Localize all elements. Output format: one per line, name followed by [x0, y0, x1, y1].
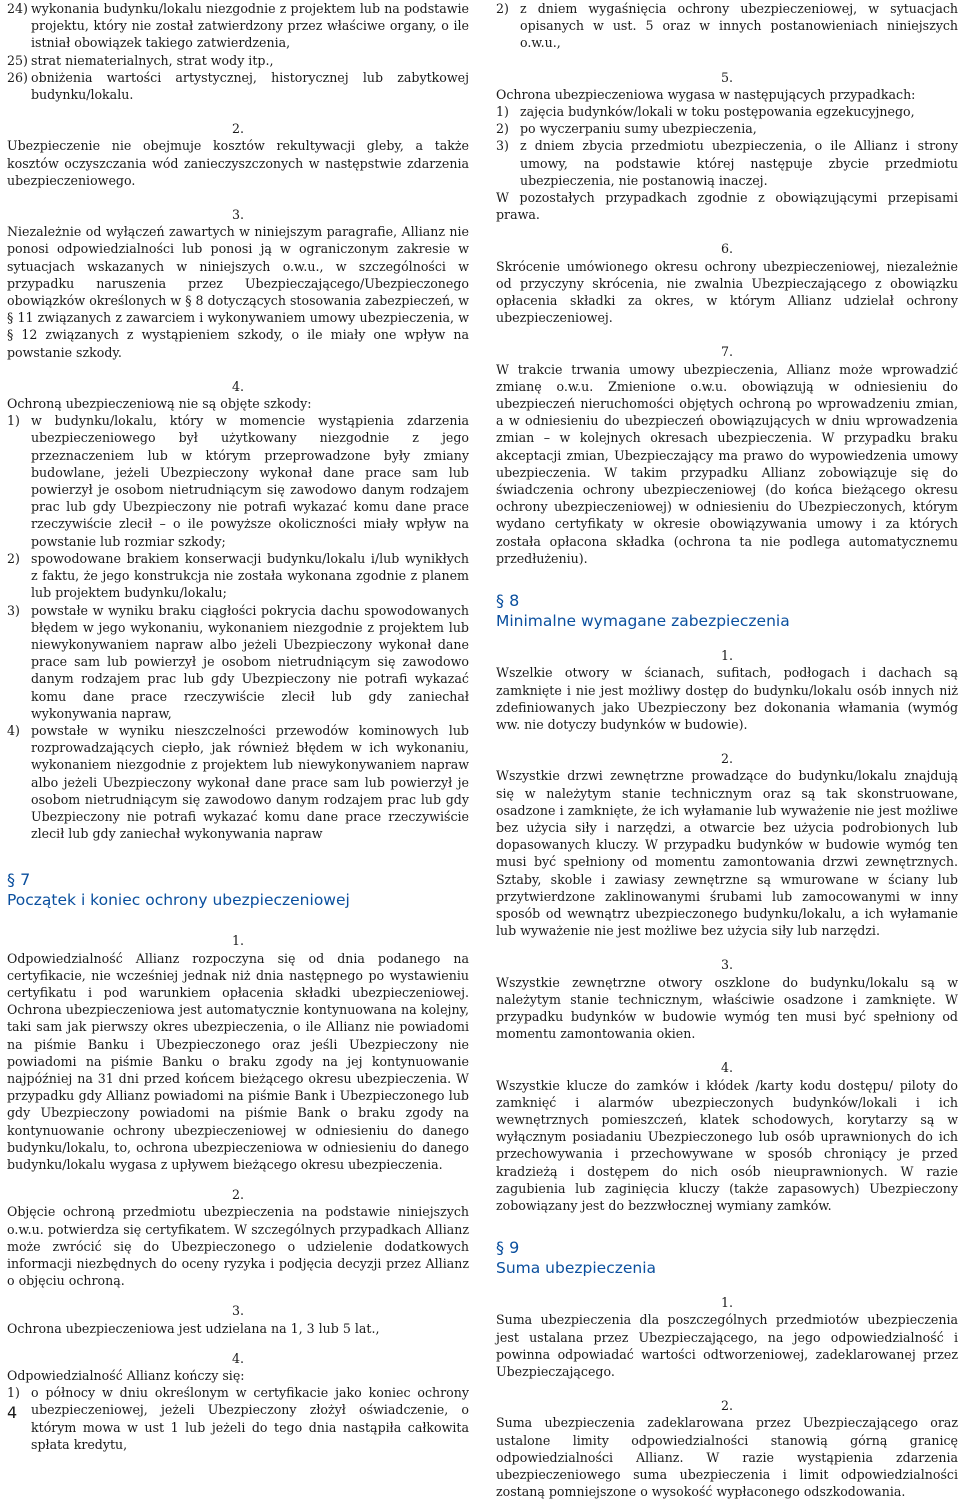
list-item: 1) o północy w dniu określonym w certyfikacie jako koniec ochrony ubezpieczeniowej, jeżeli Ubezpieczony złożył oświadczenie, o którym mowa w ust 1 lub jeżeli do tego dnia nastąpiła całkowita spłata kredytu,	[7, 1385, 469, 1452]
paragraph-number: 6.	[720, 241, 734, 257]
list-item: 1) zajęcia budynków/lokali w toku postępowania egzekucyjnego,	[496, 104, 915, 120]
list-item: 2) spowodowane brakiem konserwacji budynku/lokalu i/lub wynikłych z faktu, że jego konstrukcja nie została wykonana zgodnie z planem lub projektem budynku/lokalu;	[7, 550, 469, 601]
section-title: Minimalne wymagane zabezpieczenia	[496, 612, 790, 631]
paragraph: Suma ubezpieczenia zadeklarowana przez Ubezpieczającego oraz ustalone limity odpowiedzialności stanowią górną granicę odpowiedzialności Allianz. W razie wystąpienia zdarzenia ubezpieczeniowego suma ubezpieczenia i limit odpowiedzialności zostaną pomniejszone o wysokość wypłaconego odszkodowania.	[496, 1415, 958, 1500]
paragraph: Niezależnie od wyłączeń zawartych w niniejszym paragrafie, Allianz nie ponosi odpowiedzialności lub ponosi ją w ograniczonym zakresie w sytuacjach wskazanych w niniejszych o.w.u., w szczególności w przypadku naruszenia przez Ubezpieczającego/Ubezpieczonego obowiązków określonych w § 8 dotyczących stosowania zabezpieczeń, w § 11 związanych z zawarciem i wykonywaniem umowy ubezpieczenia, w § 12 związanych z wystąpieniem szkody, o ile miały one wpływ na powstanie szkody.	[7, 224, 469, 360]
section-heading-8	[496, 591, 958, 631]
page-number: 4	[7, 1403, 18, 1422]
section-symbol: § 8	[496, 591, 520, 611]
paragraph: W trakcie trwania umowy ubezpieczenia, Allianz może wprowadzić zmianę o.w.u. Zmienione o.w.u. obowiązują w odniesieniu do ubezpieczeń nieruchomości objętych ochroną po wprowadzeniu zmian, a w odniesieniu do ubezpieczeń obowiązujących w dniu wprowadzenia zmian – w kolejnych okresach ubezpieczenia. W przypadku braku akceptacji zmian, Ubezpieczający ma prawo do wypowiedzenia umowy ubezpieczenia. W takim przypadku Allianz zobowiązuje się do świadczenia ochrony ubezpieczeniowej (do końca bieżącego okresu ochrony ubezpieczeniowej) w odniesieniu do Ubezpieczonych, którym wydano certyfikaty w okresie obowiązywania umowy i za których została opłacona składka (ochrona ta nie podlega automatycznemu przedłużeniu).	[496, 361, 958, 566]
paragraph-number: 5.	[720, 69, 734, 85]
paragraph: Wszelkie otwory w ścianach, sufitach, podłogach i dachach są zamknięte i nie jest możliwy dostęp do budynku/lokalu osób innych niż zdefiniowanych jako Ubezpieczony bez dokonania włamania (wymóg ww. nie dotyczy budynków w budowie).	[496, 665, 958, 732]
right-column	[496, 0, 958, 1500]
section-title: Suma ubezpieczenia	[496, 1259, 657, 1278]
exclusions-list	[7, 412, 469, 842]
paragraph: Wszystkie drzwi zewnętrzne prowadzące do budynku/lokalu znajdują się w należytym stanie technicznym oraz są tak skonstruowane, osadzone i zamknięte, że ich wyłamanie lub wyważenie nie jest możliwe bez użycia siły i narzędzi, a otwarcie bez użycia podrobionych lub dopasowanych kluczy. W przypadku budynków w budowie wymóg ten musi być spełniony od momentu zamontowania drzwi zewnętrznych. Sztaby, skoble i zawiasy zewnętrzne są wmurowane w ściany lub przytwierdzone zaklinowanymi śrubami lub zamocowanymi w inny sposób od wewnątrz ubezpieczonego budynku/lokalu, a ich wyłamanie lub wyważenie nie jest możliwe bez użycia siły lub narzędzi.	[496, 768, 958, 939]
list-item: 24) wykonania budynku/lokalu niezgodnie z projektem lub na podstawie projektu, który nie został zatwierdzony przez właściwe organy, o ile istniał obowiązek takiego zatwierdzenia,	[7, 1, 469, 51]
paragraph-intro: Ochroną ubezpieczeniową nie są objęte szkody:	[7, 396, 312, 412]
section-heading-9	[496, 1238, 958, 1278]
list-item: 2) z dniem wygaśnięcia ochrony ubezpieczeniowej, w sytuacjach opisanych w ust. 5 oraz w innych postanowieniach niniejszych o.w.u.,	[496, 1, 958, 51]
paragraph-number: 3.	[231, 207, 245, 223]
paragraph-number: 3.	[720, 957, 734, 973]
paragraph: Objęcie ochroną przedmiotu ubezpieczenia na podstawie niniejszych o.w.u. potwierdza się certyfikatem. W szczególnych przypadkach Allianz może zwrócić się do Ubezpieczonego o udzielenie dodatkowych informacji niezbędnych do oceny ryzyka i podjęcia decyzji przez Allianz o objęciu ochroną.	[7, 1204, 469, 1289]
paragraph: Skrócenie umówionego okresu ochrony ubezpieczeniowej, niezależnie od przyczyny skrócenia, nie zwalnia Ubezpieczającego z obowiązku opłacenia składki za okres, w którym Allianz udzielał ochrony ubezpieczeniowej.	[496, 258, 958, 326]
section-heading-7	[7, 870, 469, 910]
section-symbol: § 9	[496, 1238, 520, 1258]
paragraph-number: 2.	[720, 1398, 734, 1414]
paragraph-number: 3.	[231, 1303, 245, 1319]
section-symbol: § 7	[7, 870, 31, 890]
paragraph: Ochrona ubezpieczeniowa jest udzielana na 1, 3 lub 5 lat.,	[7, 1320, 380, 1336]
paragraph-number: 2.	[231, 1187, 245, 1203]
paragraph: Wszystkie klucze do zamków i kłódek /karty kodu dostępu/ piloty do zamknięć i alarmów ubezpieczonych budynków/lokali i ich wewnętrznych pomieszczeń, klatek schodowych, korytarzy są w wyłącznym posiadaniu Ubezpieczonego lub osób uprawnionych do ich przechowywania i przechowywane w sposób chroniący je przed kradzieżą i dostępem do nich osób nieuprawnionych. W razie zagubienia lub zaginięcia kluczy (także zapasowych) Ubezpieczony zobowiązany jest do bezzwłocznej wymiany zamków.	[496, 1077, 958, 1213]
paragraph: Odpowiedzialność Allianz rozpoczyna się od dnia podanego na certyfikacie, nie wcześniej jednak niż dnia następnego po wystawieniu certyfikatu i pod warunkiem opłacenia składki ubezpieczeniowej. Ochrona ubezpieczeniowa jest automatycznie kontynuowana na kolejny, taki sam jak pierwszy okres ubezpieczenia, o ile Allianz nie powiadomi na piśmie Banku i Ubezpieczonego oraz jeśli Ubezpieczony nie powiadomi na piśmie Banku o braku zgody na jej kontynuowanie najpóźniej na 31 dni przed końcem bieżącego okresu ubezpieczenia. W przypadku gdy Allianz powiadomi na piśmie Bank i Ubezpieczonego lub gdy Ubezpieczony powiadomi na piśmie Bank o braku zgody na kontynuowanie ochrony ubezpieczeniowej w odniesieniu do danego budynku/lokalu, to, ochrona ubezpieczeniowa w odniesieniu do danego budynku/lokalu wygasa z upływem bieżącego okresu ubezpieczenia.	[7, 950, 469, 1172]
paragraph-number: 2.	[720, 751, 734, 767]
paragraph-number: 4.	[720, 1060, 734, 1076]
list-item: 4) powstałe w wyniku nieszczelności przewodów kominowych lub rozprowadzających ciepło, jak również błędem w ich wykonaniu, wykonaniem niezgodnie z projektem lub niewykonywaniem napraw albo jeżeli Ubezpieczony wykonał dane prace sam lub powierzył je osobom nietrudniącym się zawodowo danym rodzajem prac lub gdy Ubezpieczony nie potrafi wykazać komu dane prace rzeczywiście zlecił lub gdy zaniechał wykonywania napraw	[7, 722, 469, 842]
paragraph-intro: Ochrona ubezpieczeniowa wygasa w następujących przypadkach:	[496, 86, 916, 102]
paragraph-number: 2.	[231, 121, 245, 137]
paragraph-number: 1.	[720, 648, 734, 664]
list-item: 3) z dniem zbycia przedmiotu ubezpieczenia, o ile Allianz i strony umowy, na podstawie której następuje zbycie przedmiotu ubezpieczenia, nie postanowią inaczej.	[496, 138, 958, 188]
list-item: 25) strat niematerialnych, strat wody itp.,	[7, 52, 274, 68]
paragraph: W pozostałych przypadkach zgodnie z obowiązującymi przepisami prawa.	[496, 190, 958, 223]
paragraph-number: 4.	[231, 1350, 245, 1366]
paragraph-number: 1.	[231, 933, 245, 949]
section-title: Początek i koniec ochrony ubezpieczeniowej	[7, 891, 350, 910]
paragraph: Suma ubezpieczenia dla poszczególnych przedmiotów ubezpieczenia jest ustalana przez Ubezpieczającego, na jego odpowiedzialność i powinna odpowiadać wartości odtworzeniowej, zadeklarowanej przez Ubezpieczającego.	[496, 1312, 958, 1379]
exclusions-list-top	[7, 0, 469, 103]
list-item: 2) po wyczerpaniu sumy ubezpieczenia,	[496, 121, 757, 137]
list-item: 3) powstałe w wyniku braku ciągłości pokrycia dachu spowodowanych błędem w jego wykonaniu, wykonaniem niezgodnie z projektem lub niewykonywaniem napraw albo jeżeli Ubezpieczony wykonał dane prace sam lub powierzył je osobom nietrudniącym się zawodowo danym rodzajem prac lub gdy Ubezpieczony nie potrafi wykazać komu dane prace rzeczywiście zlecił lub gdy zaniechał wykonywania napraw,	[7, 602, 469, 721]
left-column	[7, 0, 469, 1453]
paragraph-number: 1.	[720, 1295, 734, 1311]
paragraph-intro: Odpowiedzialność Allianz kończy się:	[7, 1368, 245, 1384]
paragraph-number: 4.	[231, 378, 245, 394]
paragraph: Ubezpieczenie nie obejmuje kosztów rekultywacji gleby, a także kosztów oczyszczania wód zanieczyszczonych w następstwie zdarzenia ubezpieczeniowego.	[7, 138, 469, 188]
paragraph-number: 7.	[720, 344, 734, 360]
list-item: 1) w budynku/lokalu, który w momencie wystąpienia zdarzenia ubezpieczeniowego był użytkowany niezgodnie z jego przeznaczeniem lub w którym przeprowadzone były zmiany budowlane, jeżeli Ubezpieczony wykonał dane prace sam lub powierzył je osobom nietrudniącym się zawodowo danym rodzajem prac lub gdy Ubezpieczony nie potrafi wykazać komu dane prace rzeczywiście zlecił – o ile powyższe okoliczności miały wpływ na powstanie lub rozmiar szkody;	[7, 413, 469, 549]
list-item: 26) obniżenia wartości artystycznej, historycznej lub zabytkowej budynku/lokalu.	[7, 69, 469, 103]
paragraph: Wszystkie zewnętrzne otwory oszklone do budynku/lokalu są w należytym stanie technicznym, właściwie osadzone i zamknięte. W przypadku budynków w budowie wymóg ten musi być spełniony od momentu zamontowania okien.	[496, 974, 958, 1042]
